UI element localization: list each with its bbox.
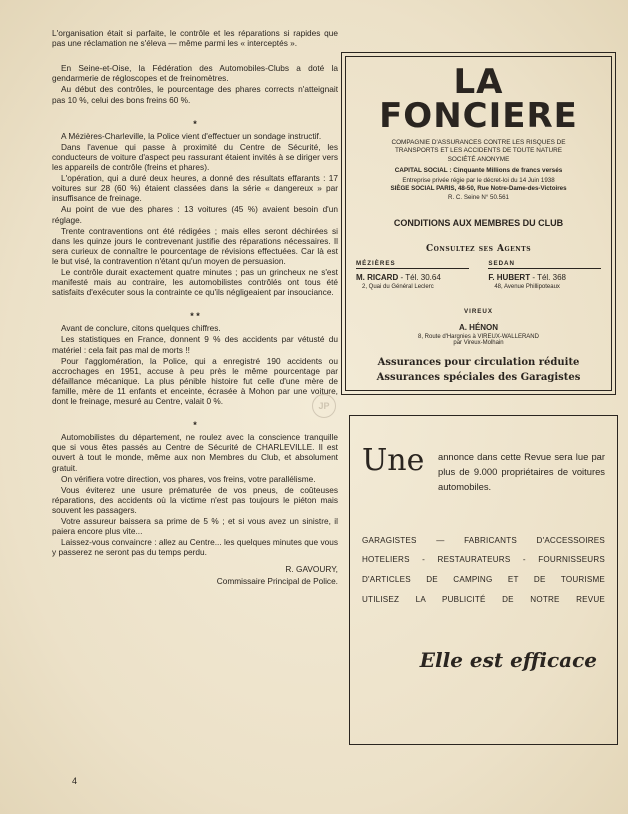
promo-headword: Une xyxy=(362,443,425,478)
company-line: COMPAGNIE D'ASSURANCES CONTRE LES RISQUES DE xyxy=(391,139,566,146)
agent-town: MÉZIÈRES xyxy=(356,260,469,269)
agent-address: par Vireux-Molhain xyxy=(453,340,504,347)
capital-line: CAPITAL SOCIAL : Cinquante Millions de francs versés xyxy=(394,166,563,174)
brand-title: LA FONCIERE xyxy=(379,62,578,136)
paragraph: Trente contraventions ont été rédigées ; mais elles seront déchirées si dans les quinze jours le contrevenant justifie des réparations nécessaires. Il sera curieux de connaître le pourcentage de révisions effectuées. Car là est le but visé, la contravention n'étant qu'un moyen de persuasion. xyxy=(52,225,338,266)
trades-line: UTILISEZ LA PUBLICITÉ DE NOTRE REVUE xyxy=(362,595,605,605)
paragraph: Automobilistes du département, ne roulez avec la conscience tranquille que si vous êtes passés au Centre de Sécurité de CHARLEVILLE. Il est ouvert à tout le monde, même aux non Membres du Club, et absolument gratuit. xyxy=(52,432,338,473)
agent-tel: - Tél. 30.64 xyxy=(400,273,441,283)
paragraph: Avant de conclure, citons quelques chiffres. xyxy=(61,323,221,334)
conditions-heading: CONDITIONS AUX MEMBRES DU CLUB xyxy=(393,218,564,229)
company-line: SOCIÉTÉ ANONYME xyxy=(447,155,510,163)
agent-tel: - Tél. 368 xyxy=(532,273,566,283)
offer-line: Assurances pour circulation réduite xyxy=(377,357,580,369)
agent-name: M. RICARD xyxy=(356,273,399,283)
paragraph: Les statistiques en France, donnent 9 % des accidents par vétusté du matériel : cela fait pas mal de morts !! xyxy=(52,334,338,355)
section-separator: * xyxy=(193,420,197,431)
paragraph: A Mézières-Charleville, la Police vient d'effectuer un sondage instructif. xyxy=(61,130,322,141)
section-separator: * * xyxy=(190,311,200,322)
page-number: 4 xyxy=(72,776,78,786)
paragraph: L'organisation était si parfaite, le contrôle et les réparations si rapides que pas une réclamation ne s'éleva — même parmi les « interceptés ». xyxy=(52,28,338,49)
paragraph: En Seine-et-Oise, la Fédération des Automobiles-Clubs a doté la gendarmerie de régloscopes et de freinomètres. xyxy=(52,63,338,84)
section-separator: * xyxy=(193,118,197,129)
paragraph: Dans l'avenue qui passe à proximité du Centre de Sécurité, les conducteurs de voiture d'aspect peu rassurant étaient invités à se diriger vers les appareils de contrôle (freins et phares). xyxy=(52,141,338,172)
agent-block xyxy=(356,260,469,290)
promo-text: annonce dans cette Revue sera lue par plus de 9.000 propriétaires de voitures automobiles. xyxy=(438,451,605,492)
agent-address: 2, Quai du Général Leclerc xyxy=(362,284,434,291)
signature-title: Commissaire Principal de Police. xyxy=(216,575,338,586)
paragraph: Vous éviterez une usure prématurée de vos pneus, de coûteuses réparations, des accidents où la victime n'est pas toujours le piéton mais souvent les passagers. xyxy=(52,484,338,515)
agent-town: SEDAN xyxy=(488,260,601,269)
watermark-seal: JP xyxy=(312,394,336,418)
agent-address: 8, Route d'Hargnies à VIREUX-WALLERAND xyxy=(418,334,539,341)
agents-heading: Consultez ses Agents xyxy=(425,244,532,255)
paragraph: On vérifiera votre direction, vos phares, vos freins, votre parallélisme. xyxy=(61,473,316,484)
paragraph: Le contrôle durait exactement quatre minutes ; pas un grincheux ne s'est manifesté mais au contraire, les automobilistes contrôlés ont tous été satisfaits d'exécuter sous la contrainte ce qu'ils négligeaient par insouciance. xyxy=(52,267,338,298)
trades-line: GARAGISTES — FABRICANTS D'ACCESSOIRES xyxy=(362,535,605,545)
legal-line: R. C. Seine N° 50.561 xyxy=(448,193,509,201)
slogan: Elle est efficace xyxy=(419,647,597,672)
agent-block xyxy=(356,300,601,346)
agent-name: A. HÉNON xyxy=(458,323,499,333)
signature-name: R. GAVOURY, xyxy=(285,563,338,574)
paragraph: L'opération, qui a duré deux heures, a donné des résultats effarants : 17 voitures sur 28 (60 %) étaient classées dans la série « dangereux » par insuffisance de freinage. xyxy=(52,173,338,204)
insurance-offer xyxy=(356,356,601,385)
article-column xyxy=(52,28,338,587)
paragraph: Au début des contrôles, le pourcentage des phares corrects n'atteignait pas 10 %, celui des bons freins 60 %. xyxy=(52,84,338,105)
agent-address: 48, Avenue Phillipoteaux xyxy=(494,284,560,291)
paragraph: Au point de vue des phares : 13 voitures (45 %) avaient besoin d'un réglage. xyxy=(52,204,338,225)
legal-line: Entreprise privée régie par le décret-loi du 14 Juin 1938 xyxy=(402,176,555,184)
trades-line: D'ARTICLES DE CAMPING ET DE TOURISME xyxy=(362,575,605,585)
advertising-promo xyxy=(349,415,618,745)
trades-list xyxy=(362,531,605,610)
agent-block xyxy=(488,260,601,290)
agent-town: VIREUX xyxy=(463,308,494,316)
paragraph: Laissez-vous convaincre : allez au Centre... les quelques minutes que vous y passerez ne seront pas du temps perdu. xyxy=(52,537,338,558)
insurance-advertisement xyxy=(341,52,616,395)
offer-line: Assurances spéciales des Garagistes xyxy=(376,371,581,383)
legal-line: SIÈGE SOCIAL PARIS, 48-50, Rue Notre-Dame-des-Victoires xyxy=(390,185,567,193)
paragraph: Pour l'agglomération, la Police, qui a enregistré 190 accidents ou accrochages en 1951, accuse à peu près le même pourcentage par défaillance mécanique. La plus pénible histoire fut celle d'une mère de famille, mère de 11 enfants et enceinte, écrasée à Mohon par une voiture, dont le freinage, mesuré au Centre, valait 0 %. xyxy=(52,355,338,407)
trades-line: HOTELIERS - RESTAURATEURS - FOURNISSEURS xyxy=(362,555,605,565)
agent-name: F. HUBERT xyxy=(488,273,531,283)
company-line: TRANSPORTS ET LES ACCIDENTS DE TOUTE NATURE xyxy=(394,147,563,155)
paragraph: Votre assureur baissera sa prime de 5 % ; et si vous avez un sinistre, il paiera encore plus vite... xyxy=(52,516,338,537)
